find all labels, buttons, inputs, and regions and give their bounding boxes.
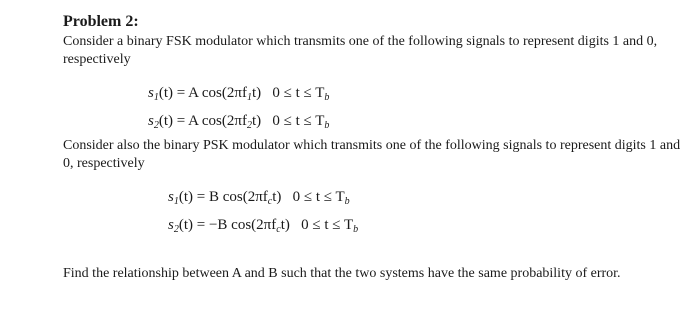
question-text: Find the relationship between A and B such that the two systems have the same probability of error. [63, 266, 621, 281]
fsk-intro-text: Consider a binary FSK modulator which transmits one of the following signals to represent digits 1 and 0, respectively [63, 34, 658, 67]
psk-equation-2: $s_2(t) = -B$ $\cos(2\pi f_ct) 0 \le t \le T_b$ [168, 217, 359, 235]
fsk-equation-2: $s_2(t) = A$ $\cos(2\pi f_2t) 0 \le t \le T_b$ [148, 113, 330, 131]
problem-title: Problem 2: [63, 13, 139, 30]
psk-intro-text: Consider also the binary PSK modulator which transmits one of the following signals to represent digits 1 and 0, respectively [63, 138, 681, 171]
psk-equation-1: $s_1(t) = B$ $\cos(2\pi f_ct) 0 \le t \le T_b$ [168, 189, 350, 207]
fsk-equation-1: $s_1(t) = A$ $\cos(2\pi f_1t) 0 \le t \le T_b$ [148, 85, 330, 103]
